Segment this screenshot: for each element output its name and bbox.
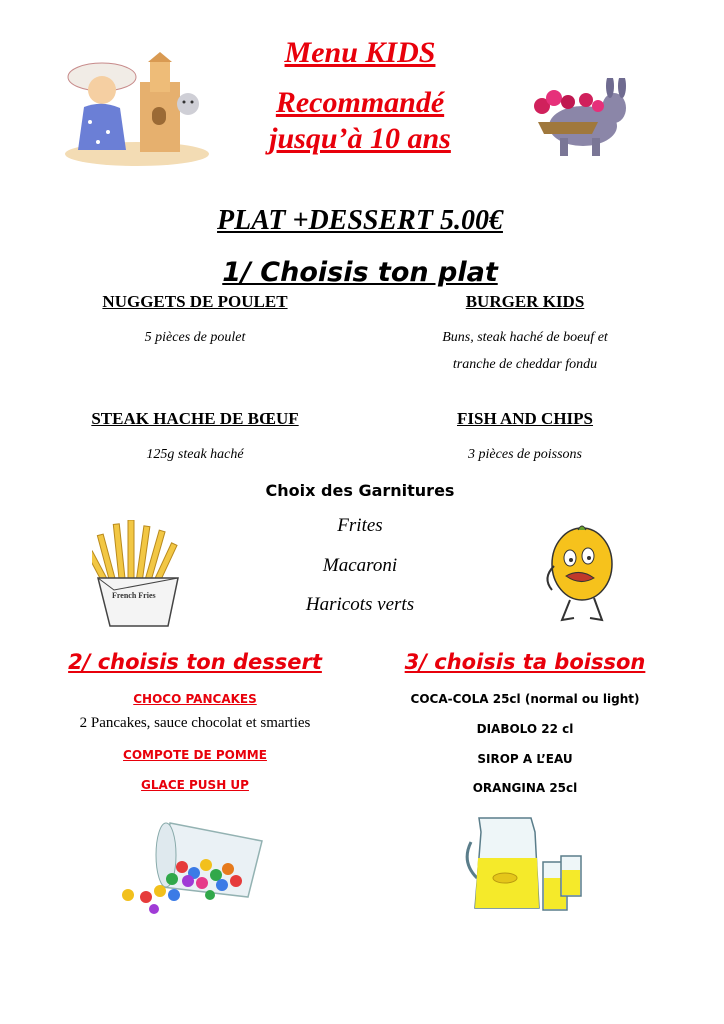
drink-item: ORANGINA 25cl	[472, 781, 578, 795]
step3-title: 3/ choisis ta boisson	[404, 650, 646, 674]
dish-name: NUGGETS DE POULET	[102, 292, 288, 311]
dish-desc: 5 pièces de poulet	[144, 330, 246, 345]
dessert-desc: 2 Pancakes, sauce chocolat et smarties	[79, 715, 311, 731]
lemonade-pitcher-illustration	[465, 812, 590, 917]
dish-name: STEAK HACHE DE BŒUF	[91, 409, 299, 428]
garniture-item: Macaroni	[322, 555, 398, 576]
sandcastle-girl-illustration	[62, 52, 212, 167]
drink-item: COCA-COLA 25cl (normal ou light)	[410, 692, 640, 706]
donkey-flowers-illustration	[528, 78, 638, 160]
garnitures-title: Choix des Garnitures	[265, 481, 455, 500]
drink-item: DIABOLO 22 cl	[476, 722, 574, 736]
dessert-item: CHOCO PANCAKES	[133, 692, 257, 706]
candy-glass-illustration	[112, 815, 272, 915]
dish-desc: 125g steak haché	[146, 447, 244, 462]
fries-box-label: French Fries	[112, 591, 156, 600]
dish-desc: 3 pièces de poissons	[468, 447, 582, 462]
menu-title: Menu KIDS	[284, 36, 436, 69]
dessert-item: COMPOTE DE POMME	[123, 748, 267, 762]
lemon-character-illustration	[540, 520, 620, 625]
dessert-item: GLACE PUSH UP	[141, 778, 249, 792]
dish-desc: Buns, steak haché de boeuf et	[442, 330, 608, 345]
offer-price: PLAT +DESSERT 5.00€	[217, 205, 503, 236]
drink-item: SIROP A L’EAU	[477, 752, 573, 766]
step2-title: 2/ choisis ton dessert	[68, 650, 322, 674]
dish-desc: tranche de cheddar fondu	[452, 357, 598, 372]
garniture-item: Haricots verts	[305, 594, 415, 615]
dish-name: BURGER KIDS	[465, 292, 585, 311]
dish-name: FISH AND CHIPS	[456, 409, 594, 428]
age-recommendation-line2: jusqu’à 10 ans	[269, 122, 451, 155]
garniture-item: Frites	[337, 515, 383, 536]
french-fries-illustration	[92, 520, 187, 628]
age-recommendation-line1: Recommandé	[275, 86, 445, 119]
step1-title: 1/ Choisis ton plat	[222, 257, 498, 288]
